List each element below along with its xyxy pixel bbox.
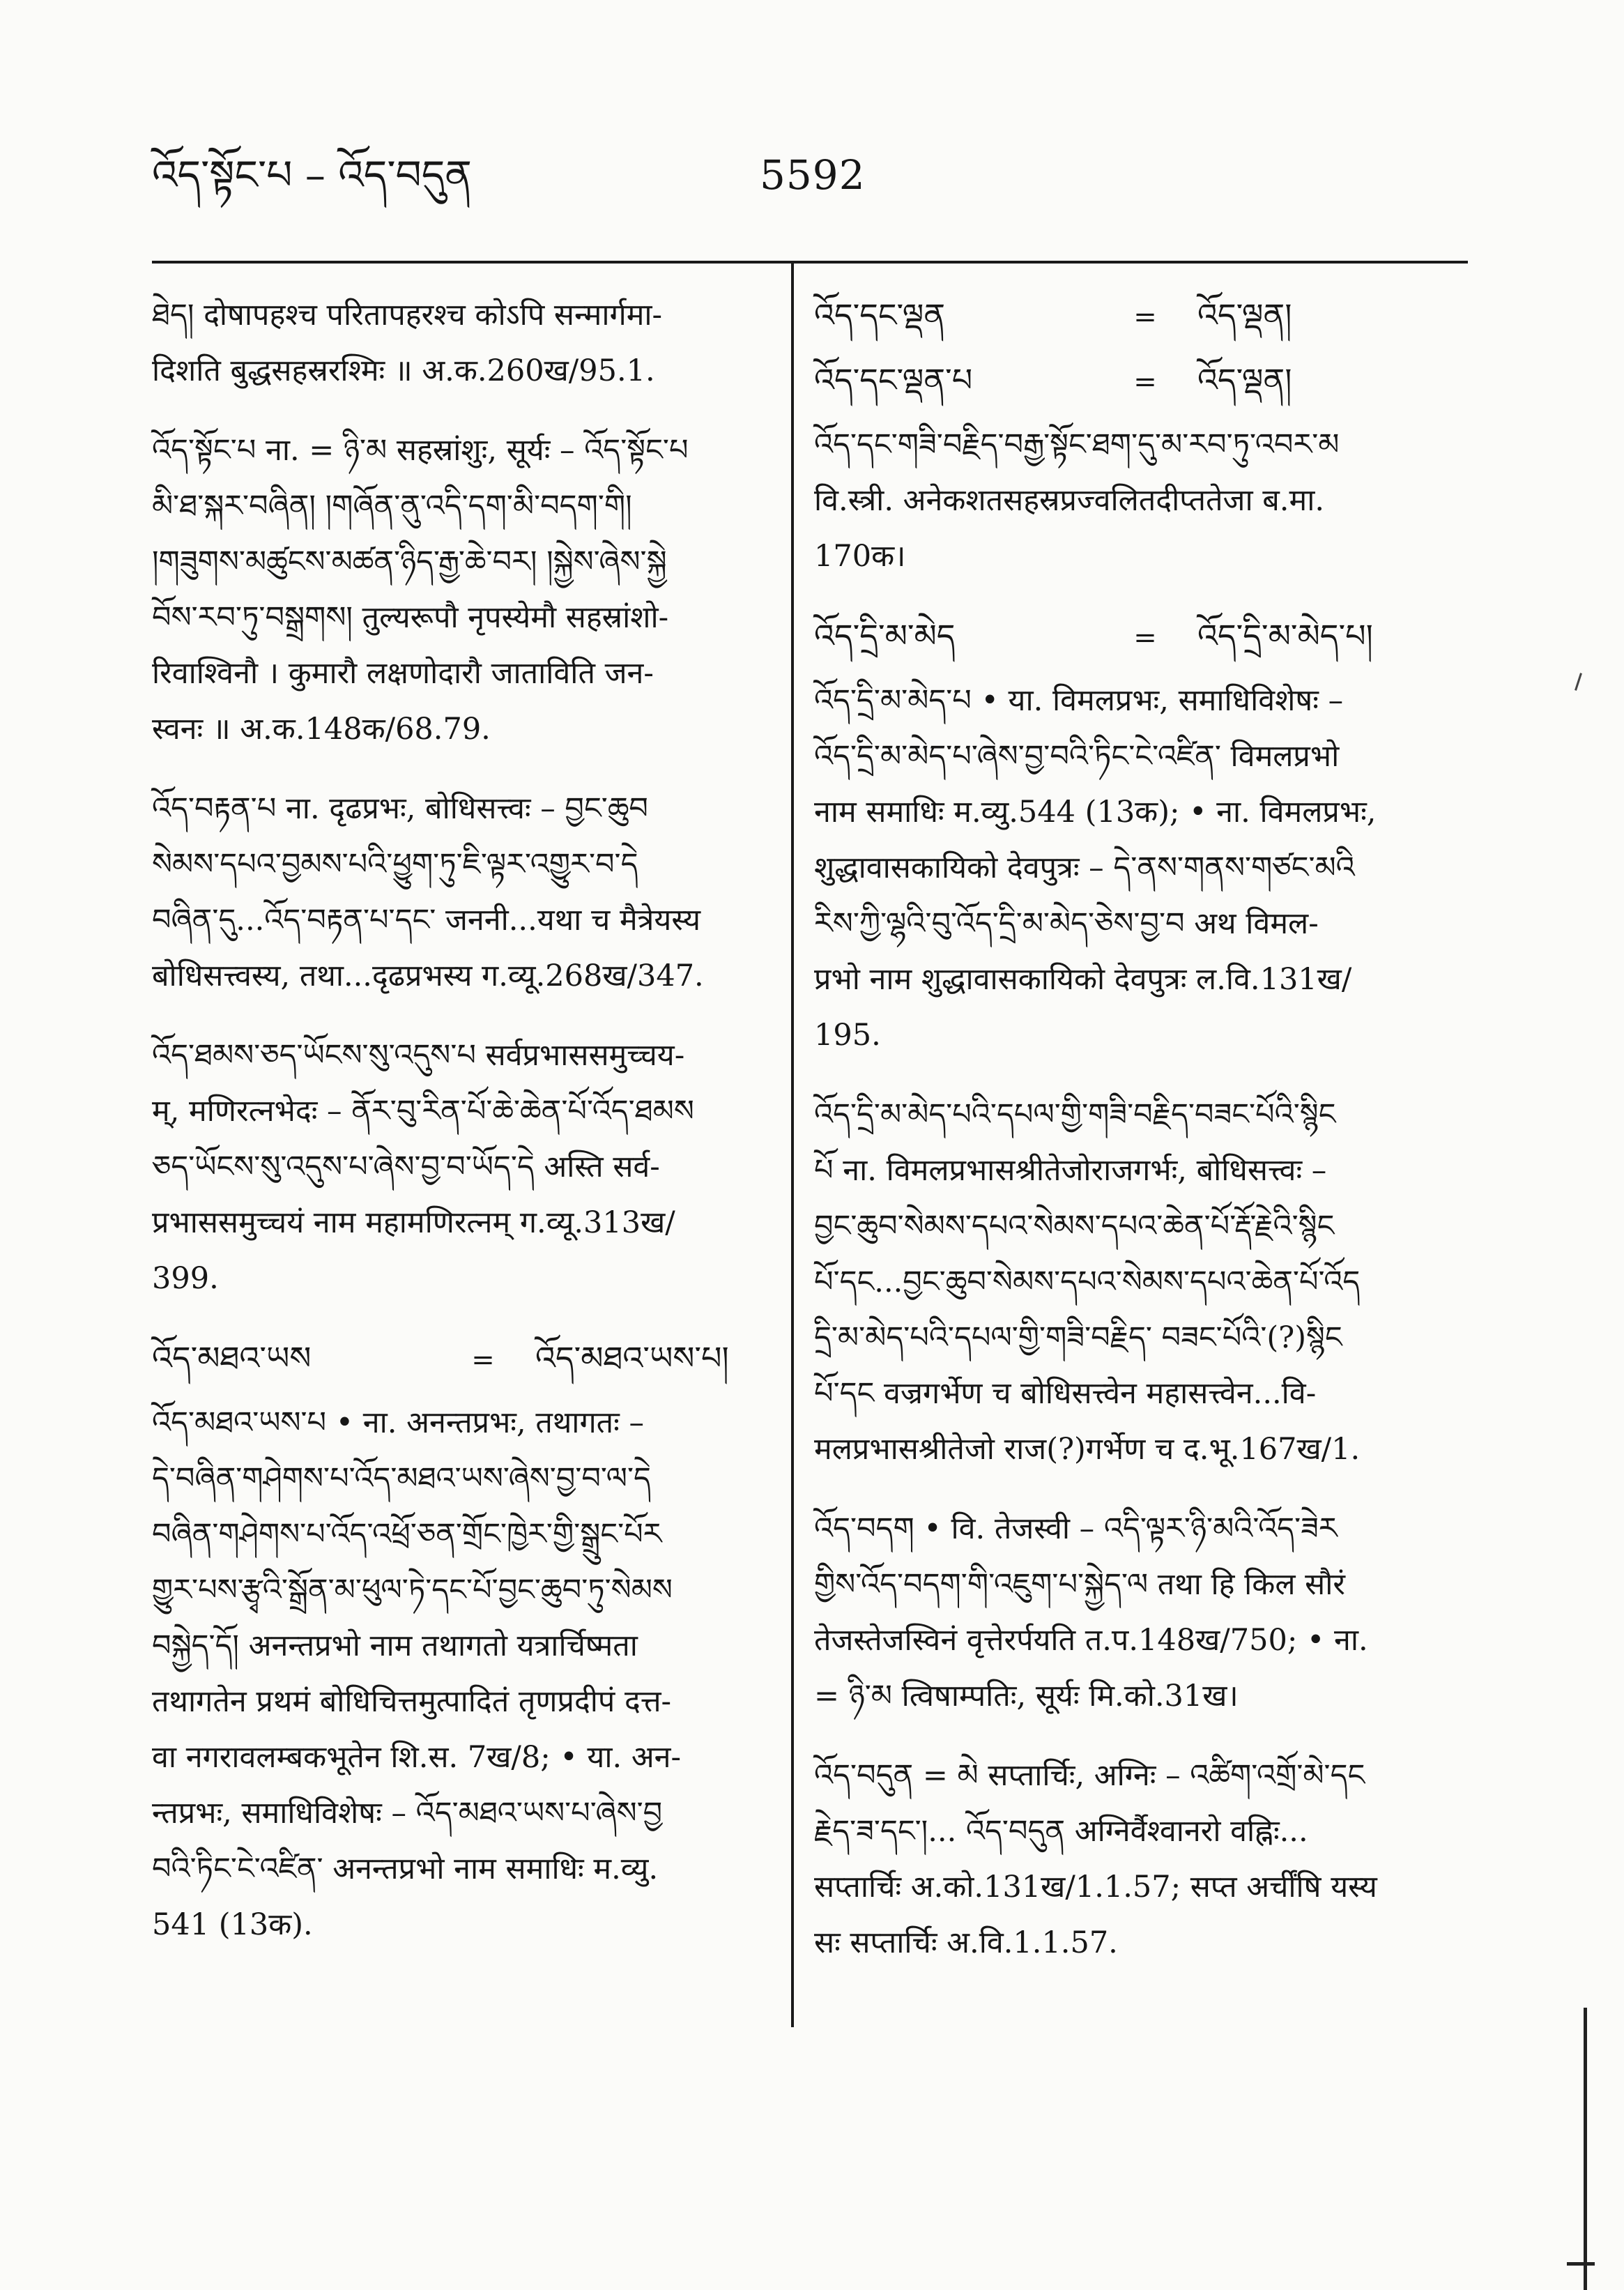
entry-line: प्रभाससमुच्चयं नाम महामणिरत्नम् ग.व्यू.313ख/ — [152, 1205, 675, 1240]
equals-sign: = — [1133, 301, 1157, 333]
equals-sign: = — [471, 1344, 495, 1376]
page-edge-foot — [1567, 2262, 1595, 2266]
entry-line: མི་ཐ་སྐར་བཞིན། །གཞོན་ནུ་འདི་དག་མི་བདག་གི། — [152, 489, 632, 524]
entry-line: सः सप्तार्चिः अ.वि.1.1.57. — [814, 1925, 1118, 1960]
entry-first-line: འོད་བརྟན་པ ना. दृढप्रभः, बोधिसत्त्वः – བྱང་ཆུབ — [152, 791, 648, 826]
entry-line: །གཟུགས་མཚུངས་མཚན་ཉིད་རྒྱ་ཆེ་བར། །སྐྱེས་ཞེས་སྐྱེ — [152, 544, 667, 579]
dictionary-entry — [814, 1087, 1468, 1477]
entry-line: འོད་དྲི་མ་མེད་པ་ཞེས་བྱ་བའི་ཏིང་ངེ་འཛིན་ विमलप्रभो — [814, 739, 1340, 774]
entry-line: सप्तार्चिः अ.को.131ख/1.1.57; सप्त अर्चींषि यस्य — [814, 1870, 1377, 1904]
entry-line: बोधिसत्त्वस्य, तथा...दृढप्रभस्य ग.व्यू.268ख/347. — [152, 959, 704, 993]
entry-first-line: འོད་ཐམས་ཅད་ཡོངས་སུ་འདུས་པ सर्वप्रभाससमुच्चय- — [152, 1038, 685, 1073]
reference-target: འོད་མཐའ་ཡས་པ། — [535, 1339, 729, 1377]
dictionary-entry — [814, 417, 1468, 584]
entry-line: वि.स्त्री. अनेकशतसहस्रप्रज्वलितदीप्ततेजा ब.मा. — [814, 483, 1324, 518]
entry-line: བའི་ཏིང་ངེ་འཛིན་ अनन्तप्रभो नाम समाधिः म.व्यु. — [152, 1852, 659, 1886]
entry-line: = ཉི་མ त्विषाम्पतिः, सूर्यः मि.को.31ख। — [814, 1679, 1239, 1713]
entry-line: པོ ना. विमलप्रभासश्रीतेजोराजगर्भः, बोधिसत्त्वः – — [814, 1153, 1327, 1188]
entry-line: དྲི་མ་མེད་པའི་དཔལ་གྱི་གཟི་བརྗིད་ བཟང་པོའི་(?)སྙིང — [814, 1320, 1342, 1355]
cross-reference-row — [814, 287, 1468, 345]
entry-line: मलप्रभासश्रीतेजो राज(?)गर्भेण च द.भू.167ख/1. — [814, 1432, 1361, 1467]
entry-line: སེམས་དཔའ་བྱམས་པའི་ཕྱུག་ཏུ་ཇི་ལྟར་འགྱུར་བ་དེ — [152, 847, 638, 882]
cross-reference-entry — [814, 287, 1468, 345]
reference-target: འོད་ལྡན། — [1197, 361, 1292, 399]
entry-first-line: འོད་སྟོང་པ ना. = ཉི་མ सहस्रांशुः, सूर्यः – འོད་སྟོང་པ — [152, 433, 689, 468]
cross-reference-entry — [152, 1330, 772, 1388]
entry-line: པོ་དང वज्रगर्भेण च बोधिसत्त्वेन महासत्त्वेन...वि- — [814, 1376, 1317, 1411]
dictionary-entry — [152, 1395, 772, 1953]
dictionary-entry — [814, 673, 1468, 1063]
dictionary-entry — [814, 1501, 1468, 1724]
entry-first-line: འོད་དང་གཟི་བརྗིད་བརྒྱ་སྟོང་ཐག་དུ་མ་རབ་ཏུ་འབར་མ — [814, 427, 1340, 462]
entry-first-line: འོད་བདུན = མེ सप्तार्चिः, अग्निः – འཚིག་འགྲོ་མེ་དང — [814, 1758, 1365, 1793]
dictionary-entry — [152, 781, 772, 1004]
entry-line: པོ་དང...བྱང་ཆུབ་སེམས་དཔའ་སེམས་དཔའ་ཆེན་པོ་འོད — [814, 1265, 1361, 1299]
entry-first-line: འོད་དྲི་མ་མེད་པའི་དཔལ་གྱི་གཟི་བརྗིད་བཟང་པོའི་སྙིང — [814, 1097, 1336, 1132]
entry-line: རྗེད་ཟ་དང་།... འོད་བདུན अग्निर्वैश्वानरो वह्निः... — [814, 1814, 1308, 1849]
entry-line: तथागतेन प्रथमं बोधिचित्तमुत्पादितं तृणप्रदीपं दत्त- — [152, 1684, 672, 1719]
running-title: འོད་སྟོང་པ – འོད་བདུན — [152, 151, 472, 199]
entry-line: रिवाश्विनौ । कुमारौ लक्षणोदारौ जाताविति जन- — [152, 656, 654, 691]
entry-line: ཅད་ཡོངས་སུ་འདུས་པ་ཞེས་བྱ་བ་ཡོད་དེ अस्ति सर्व- — [152, 1150, 660, 1184]
entry-line: स्वनः ॥ अ.क.148क/68.79. — [152, 712, 491, 747]
entry-line: བོས་རབ་ཏུ་བསྒྲགས། तुल्यरूपौ नृपस्येमौ सहस्रांशो- — [152, 600, 669, 635]
page-number: 5592 — [760, 151, 866, 199]
dictionary-entry — [152, 287, 772, 399]
entry-line: 170क। — [814, 539, 906, 574]
entry-line: 399. — [152, 1261, 219, 1296]
reference-target: འོད་དྲི་མ་མེད་པ། — [1197, 617, 1373, 655]
dictionary-entry — [152, 422, 772, 757]
cross-reference-row — [152, 1330, 772, 1388]
entry-line: བྱང་ཆུབ་སེམས་དཔའ་སེམས་དཔའ་ཆེན་པོ་རྡོ་རྗེའི་སྙིང — [814, 1209, 1335, 1244]
entry-line: བསྐྱེད་དོ། अनन्तप्रभो नाम तथागतो यत्रार्चिष्मता — [152, 1628, 638, 1663]
equals-sign: = — [1133, 366, 1157, 398]
entry-line: གྱུར་པས་རྩྭའི་སྒྲོན་མ་ཕུལ་ཏེ་དང་པོ་བྱང་ཆུབ་ཏུ་སེམས — [152, 1573, 673, 1608]
entry-line: དེ་བཞིན་གཤེགས་པ་འོད་མཐའ་ཡས་ཞེས་བྱ་བ་ལ་དེ — [152, 1461, 651, 1496]
entry-first-line: འོད་བདག • वि. तेजस्वी – འདི་ལྟར་ཉི་མའི་འོད་ཟེར — [814, 1511, 1338, 1546]
entry-line: བཞིན་གཤེགས་པ་འོད་འཕྲོ་ཅན་གྲོང་ཁྱེར་གྱི་སྒྲུང་པོར — [152, 1517, 662, 1552]
entry-first-line: ཐེད། दोषापहश्च परितापहरश्च कोऽपि सन्मार्गमा- — [152, 298, 663, 333]
entry-line: म्, मणिरत्नभेदः – ནོར་བུ་རིན་པོ་ཆེ་ཆེན་པོ་འོད་ཐམས — [152, 1094, 694, 1129]
entry-line: शुद्धावासकायिको देवपुत्रः – དེ་ནས་གནས་གཙང་མའི — [814, 850, 1355, 885]
entry-first-line: འོད་དྲི་མ་མེད་པ • या. विमलप्रभः, समाधिविशेषः – — [814, 683, 1344, 718]
page-edge-line — [1584, 2008, 1587, 2290]
margin-mark — [1575, 673, 1582, 691]
left-column — [152, 287, 772, 1976]
entry-first-line: འོད་མཐའ་ཡས་པ • ना. अनन्तप्रभः, तथागतः – — [152, 1405, 645, 1440]
entry-line: प्रभो नाम शुद्धावासकायिको देवपुत्रः ल.वि.131ख/ — [814, 962, 1352, 997]
dictionary-entry — [152, 1028, 772, 1306]
entry-line: वा नगरावलम्बकभूतेन शि.स. 7ख/8; • या. अन- — [152, 1740, 682, 1775]
dictionary-entry — [814, 1748, 1468, 1971]
headword: འོད་དྲི་མ་མེད — [814, 617, 956, 655]
headword: འོད་མཐའ་ཡས — [152, 1339, 312, 1377]
header-rule — [152, 261, 1468, 264]
entry-line: नाम समाधिः म.व्यु.544 (13क); • ना. विमलप्रभः, — [814, 795, 1377, 830]
entry-line: न्तप्रभः, समाधिविशेषः – འོད་མཐའ་ཡས་པ་ཞེས་བྱ — [152, 1796, 663, 1831]
cross-reference-row — [814, 352, 1468, 410]
entry-line: दिशति बुद्धसहस्ररश्मिः ॥ अ.क.260ख/95.1. — [152, 353, 655, 388]
entry-line: བཞིན་དུ...འོད་བརྟན་པ་དང་ जननी...यथा च मैत्रेयस्य — [152, 903, 701, 938]
headword: འོད་དང་ལྡན་པ — [814, 361, 973, 399]
right-column — [814, 287, 1468, 1994]
entry-line: གྱིས་འོད་བདག་གི་འཇུག་པ་སྐྱེད་ལ तथा हि किल सौरं — [814, 1567, 1345, 1602]
reference-target: འོད་ལྡན། — [1197, 296, 1292, 334]
equals-sign: = — [1133, 622, 1157, 654]
entry-line: རིས་ཀྱི་ལྷའི་བུ་འོད་དྲི་མ་མེད་ཅེས་བྱ་བ अथ विमल- — [814, 906, 1319, 941]
cross-reference-row — [814, 608, 1468, 666]
column-divider — [791, 264, 794, 2027]
cross-reference-entry — [814, 608, 1468, 666]
cross-reference-entry — [814, 352, 1468, 410]
entry-line: 541 (13क). — [152, 1907, 313, 1942]
entry-line: तेजस्तेजस्विनं वृत्तेरर्पयति त.प.148ख/750; • ना. — [814, 1623, 1368, 1658]
entry-line: 195. — [814, 1018, 881, 1053]
headword: འོད་དང་ལྡན — [814, 296, 946, 334]
